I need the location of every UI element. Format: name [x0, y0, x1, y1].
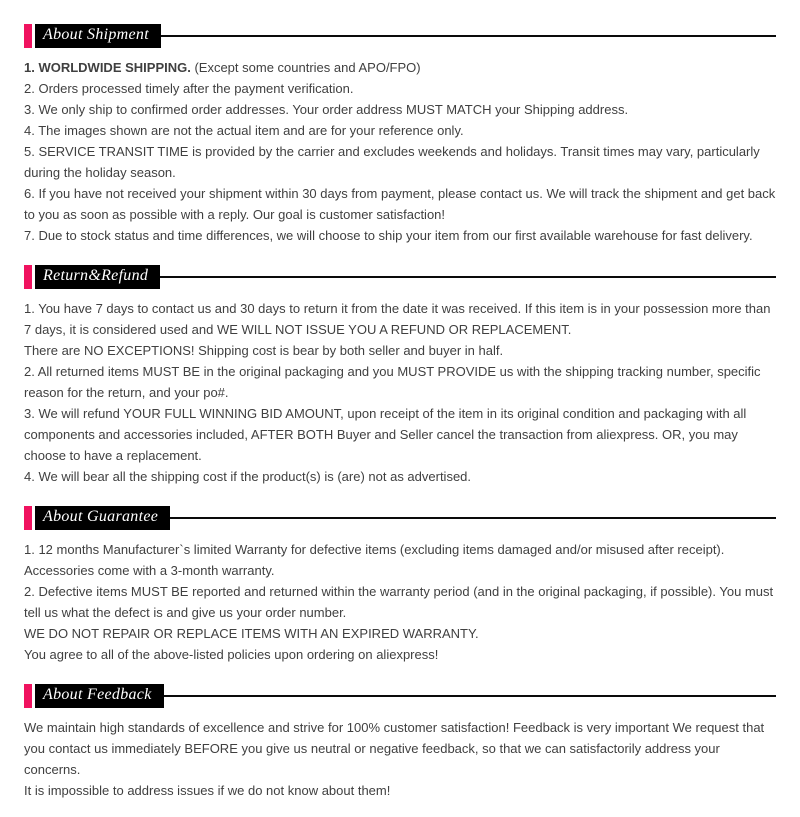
policy-line: There are NO EXCEPTIONS! Shipping cost is bear by both seller and buyer in half.	[24, 343, 504, 358]
section-header	[24, 684, 776, 708]
section-body	[24, 57, 776, 246]
policy-line: 3. We only ship to confirmed order addresses. Your order address MUST MATCH your Shipping address.	[24, 102, 629, 117]
section-title: About Guarantee	[35, 506, 170, 530]
policy-line: 1. 12 months Manufacturer`s limited Warranty for defective items (excluding items damaged and/or misused after receipt). Accessories come with a 3-month warranty.	[24, 542, 725, 578]
policy-line: 6. If you have not received your shipment within 30 days from payment, please contact us. We will track the shipment and get back to you as soon as possible with a reply. Our goal is customer satisfaction!	[24, 186, 776, 222]
policy-line: 1. WORLDWIDE SHIPPING. (Except some countries and APO/FPO)	[24, 60, 421, 75]
section-header	[24, 265, 776, 289]
policy-line: 3. We will refund YOUR FULL WINNING BID AMOUNT, upon receipt of the item in its original condition and packaging with all components and accessories included, AFTER BOTH Buyer and Seller cancel the transaction from aliexpress. OR, you may choose to have a replacement.	[24, 406, 747, 463]
policy-line: 2. All returned items MUST BE in the original packaging and you MUST PROVIDE us with the shipping tracking number, specific reason for the return, and your po#.	[24, 364, 761, 400]
accent-bar	[24, 265, 32, 289]
policy-line: We maintain high standards of excellence and strive for 100% customer satisfaction! Feedback is very important We request that you contact us immediately BEFORE you give us neutral or negative feedback, so that we can satisfactorily address your concerns.	[24, 720, 765, 777]
section-title: About Feedback	[35, 684, 164, 708]
section-return-refund	[24, 265, 776, 487]
policy-line: 2. Defective items MUST BE reported and returned within the warranty period (and in the original packaging, if possible). You must tell us what the defect is and give us your order number.	[24, 584, 774, 620]
section-about-shipment	[24, 24, 776, 246]
section-body	[24, 717, 776, 801]
section-title: About Shipment	[35, 24, 161, 48]
section-body	[24, 298, 776, 487]
policy-line: It is impossible to address issues if we do not know about them!	[24, 783, 391, 798]
policy-line: 2. Orders processed timely after the payment verification.	[24, 81, 354, 96]
section-header	[24, 506, 776, 530]
accent-bar	[24, 24, 32, 48]
section-body	[24, 539, 776, 665]
section-about-feedback	[24, 684, 776, 801]
section-about-guarantee	[24, 506, 776, 665]
policy-line: WE DO NOT REPAIR OR REPLACE ITEMS WITH AN EXPIRED WARRANTY.	[24, 626, 479, 641]
policy-line: You agree to all of the above-listed policies upon ordering on aliexpress!	[24, 647, 439, 662]
accent-bar	[24, 684, 32, 708]
policy-line: 1. You have 7 days to contact us and 30 days to return it from the date it was received. If this item is in your possession more than 7 days, it is considered used and WE WILL NOT ISSUE YOU A REFUND OR REPLACEMENT.	[24, 301, 771, 337]
policy-line: 7. Due to stock status and time differences, we will choose to ship your item from our first available warehouse for fast delivery.	[24, 228, 753, 243]
header-rule	[161, 35, 776, 37]
policy-line: 4. The images shown are not the actual item and are for your reference only.	[24, 123, 464, 138]
header-rule	[170, 517, 776, 519]
section-header	[24, 24, 776, 48]
section-title: Return&Refund	[35, 265, 160, 289]
policy-line: 4. We will bear all the shipping cost if the product(s) is (are) not as advertised.	[24, 469, 472, 484]
policy-line: 5. SERVICE TRANSIT TIME is provided by the carrier and excludes weekends and holidays. Transit times may vary, particularly during the holiday season.	[24, 144, 760, 180]
accent-bar	[24, 506, 32, 530]
header-rule	[160, 276, 776, 278]
header-rule	[164, 695, 776, 697]
